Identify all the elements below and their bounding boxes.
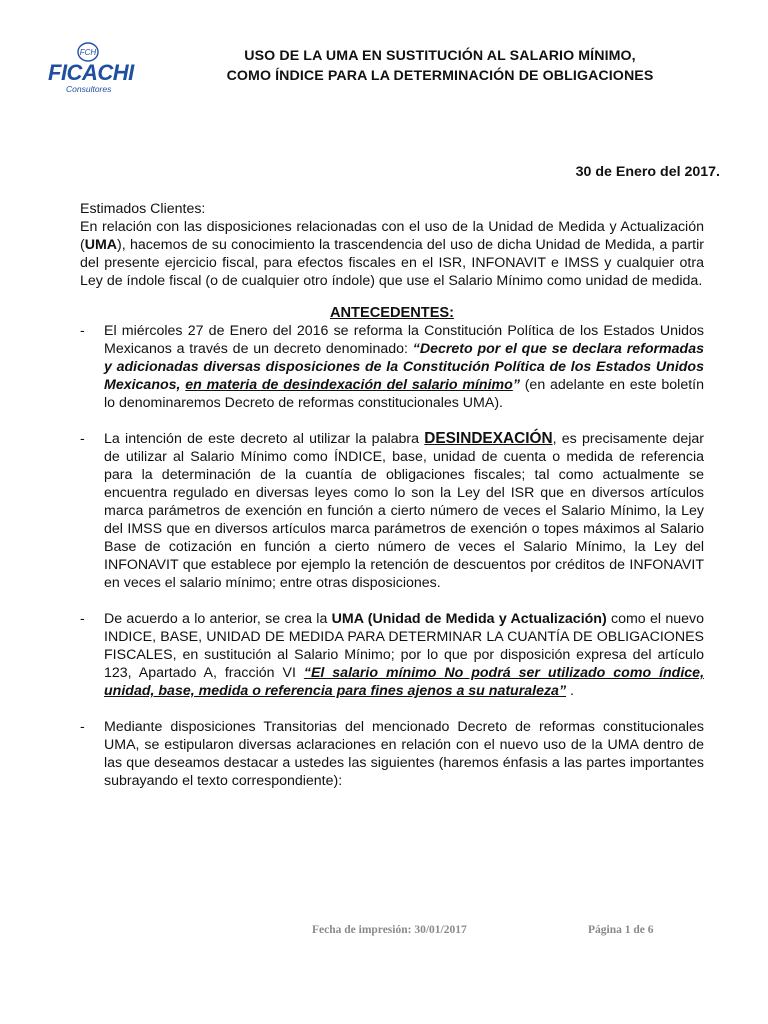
title-line-2: COMO ÍNDICE PARA LA DETERMINACIÓN DE OBLIGACIONES <box>226 68 654 84</box>
decree-quote: “Decreto por el que se declara reformadas y adicionadas diversas disposiciones de la Constitución Política de los Estados Unidos Mexicanos, <box>104 341 704 393</box>
uma-term: UMA <box>84 237 118 253</box>
bullet-dash: - <box>80 611 85 627</box>
ficachi-logo <box>44 38 154 100</box>
bullet-dash: - <box>80 719 85 735</box>
intro-paragraph: En relación con las disposiciones relacionadas con el uso de la Unidad de Medida y Actualización (UMA), hacemos de su conocimiento la trascendencia del uso de dicha Unidad de Medida, a partir del presente ejercicio fiscal, para efectos fiscales en el ISR, INFONAVIT e IMSS y cualquier otra Ley de índole fiscal (o de cualquier otro índole) que use el Salario Mínimo como unidad de medida. <box>80 219 704 289</box>
bullet-dash: - <box>80 323 85 339</box>
bullet-dash: - <box>80 431 85 447</box>
bullet-item-4: - Mediante disposiciones Transitorias del mencionado Decreto de reformas constitucionales UMA, se estipularon diversas aclaraciones en relación con el nuevo uso de la UMA dentro de las que deseamos destacar a ustedes las siguientes (haremos énfasis a las partes importantes subrayando el texto correspondiente): <box>80 719 704 789</box>
print-date: Fecha de impresión: 30/01/2017 <box>312 924 467 936</box>
bullet-item-2: - La intención de este decreto al utilizar la palabra DESINDEXACIÓN, es precisamente dejar de utilizar al Salario Mínimo como ÍNDICE, base, unidad de cuenta o medida de referencia para la determinación de la cuantía de obligaciones fiscales; tal como actualmente se encuentra regulado en diversas leyes como lo son la Ley del ISR que en diversos artículos marca parámetros de exención en función a cierto número de veces el Salario Mínimo, la Ley del IMSS que en diversos artículos marca parámetros de exención o topes máximos al Salario Base de cotización en función a cierto número de veces el Salario Mínimo, la Ley del INFONAVIT que establece por ejemplo la retención de descuentos por créditos de INFONAVIT en veces el salario mínimo; entre otras disposiciones. <box>80 430 704 591</box>
document-date: 30 de Enero del 2017. <box>575 164 720 180</box>
title-line-1: USO DE LA UMA EN SUSTITUCIÓN AL SALARIO MÍNIMO, <box>244 48 636 64</box>
salutation: Estimados Clientes: <box>80 201 206 217</box>
logo-tagline: Consultores <box>66 84 112 94</box>
decree-quote-underlined: en materia de desindexación del salario mínimo <box>185 377 513 393</box>
document-body <box>80 200 704 790</box>
bullet-item-1: - El miércoles 27 de Enero del 2016 se reforma la Constitución Política de los Estados Unidos Mexicanos a través de un decreto denominado: “Decreto por el que se declara reformadas y adicionadas diversas disposiciones de la Constitución Política de los Estados Unidos Mexicanos, en materia de desindexación del salario mínimo” (en adelante en este boletín lo denominaremos Decreto de reformas constitucionales UMA). <box>80 323 704 411</box>
page-number: Página 1 de 6 <box>588 924 654 936</box>
section-title-antecedentes: ANTECEDENTES: <box>329 305 455 321</box>
uma-definition: UMA (Unidad de Medida y Actualización) <box>331 611 607 627</box>
logo-mark: FCH <box>79 48 97 57</box>
document-title <box>160 46 720 86</box>
logo-name: FICACHI <box>48 60 134 85</box>
bullet-item-3: - De acuerdo a lo anterior, se crea la UMA (Unidad de Medida y Actualización) como el nuevo INDICE, BASE, UNIDAD DE MEDIDA PARA DETERMINAR LA CUANTÍA DE OBLIGACIONES FISCALES, en sustitución al Salario Mínimo; por lo que por disposición expresa del artículo 123, Apartado A, fracción VI “El salario mínimo No podrá ser utilizado como índice, unidad, base, medida o referencia para fines ajenos a su naturaleza” . <box>80 611 705 699</box>
article-quote: “El salario mínimo No podrá ser utilizado como índice, unidad, base, medida o referencia para fines ajenos a su naturaleza” <box>104 665 705 699</box>
keyword-desindexacion: DESINDEXACIÓN <box>424 430 553 447</box>
